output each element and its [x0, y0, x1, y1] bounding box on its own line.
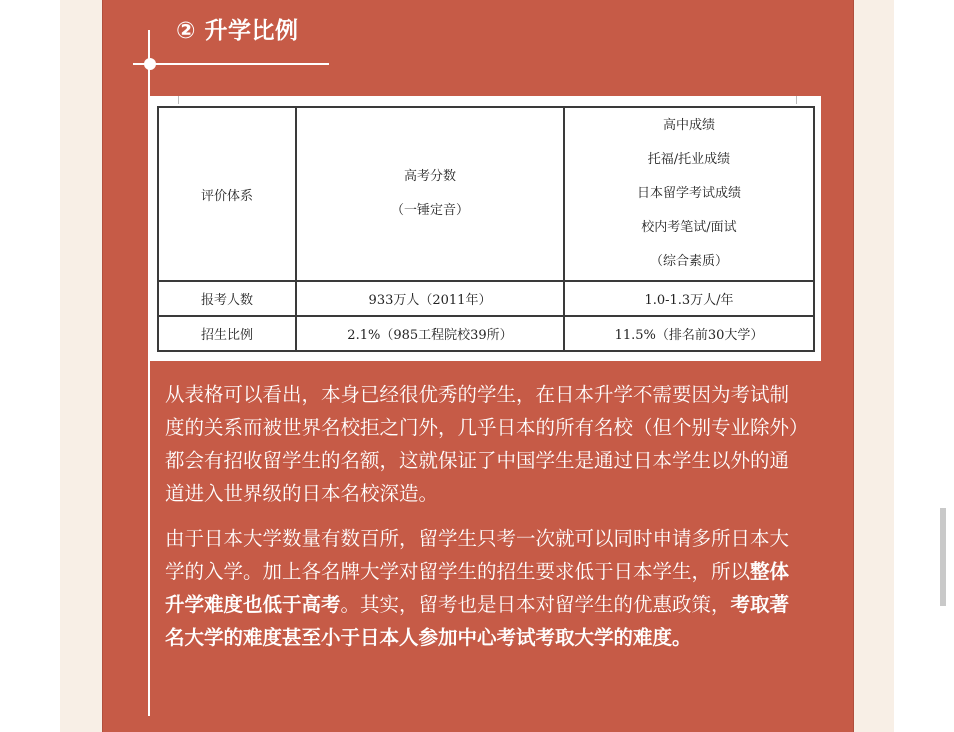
- image-top-edge: [178, 96, 797, 104]
- gaokao-cell: 2.1%（985工程院校39所）: [296, 316, 564, 351]
- row-label: 评价体系: [158, 107, 296, 281]
- japan-line: 托福/托业成绩: [647, 152, 731, 167]
- japan-line: 高中成绩: [662, 118, 715, 133]
- gaokao-line: 高考分数: [403, 169, 456, 184]
- japan-line: 日本留学考试成绩: [636, 186, 741, 201]
- gaokao-cell: [296, 107, 564, 281]
- japan-cell: 11.5%（排名前30大学）: [564, 316, 814, 351]
- comparison-table: [157, 106, 815, 352]
- comparison-table-image: [150, 96, 821, 361]
- section-heading: ② 升学比例: [176, 18, 299, 44]
- paragraph-2-bold: 整体升学难度也低于高考: [165, 560, 790, 616]
- table-row: [158, 281, 814, 316]
- japan-line: 校内考笔试/面试: [641, 220, 737, 235]
- decorative-dot: [144, 58, 156, 70]
- paragraph-2: [165, 522, 807, 654]
- table-row: [158, 107, 814, 281]
- paragraph-2-text: 由于日本大学数量有数百所，留学生只考一次就可以同时申请多所日本大学的入学。加上各名牌大学对留学生的招生要求低于日本学生，所以: [165, 527, 790, 583]
- japan-line: （综合素质）: [649, 254, 728, 269]
- paragraph-2-bold: 考取著名大学的难度甚至小于日本人参加中心考试考取大学的难度。: [165, 593, 790, 649]
- row-label: 报考人数: [158, 281, 296, 316]
- paragraph-2-text: 。其实，留考也是日本对留学生的优惠政策，: [340, 593, 731, 616]
- gaokao-line: （一锤定音）: [390, 203, 469, 218]
- japan-cell: 1.0-1.3万人/年: [564, 281, 814, 316]
- gaokao-cell: 933万人（2011年）: [296, 281, 564, 316]
- scrollbar-thumb[interactable]: [940, 508, 946, 606]
- row-label: 招生比例: [158, 316, 296, 351]
- table-row: [158, 316, 814, 351]
- decorative-horizontal-line: [133, 63, 329, 65]
- japan-cell: [564, 107, 814, 281]
- paragraph-1: 从表格可以看出，本身已经很优秀的学生，在日本升学不需要因为考试制度的关系而被世界名校拒之门外，几乎日本的所有名校（但个别专业除外）都会有招收留学生的名额，这就保证了中国学生是通过日本学生以外的通道进入世界级的日本名校深造。: [165, 383, 799, 505]
